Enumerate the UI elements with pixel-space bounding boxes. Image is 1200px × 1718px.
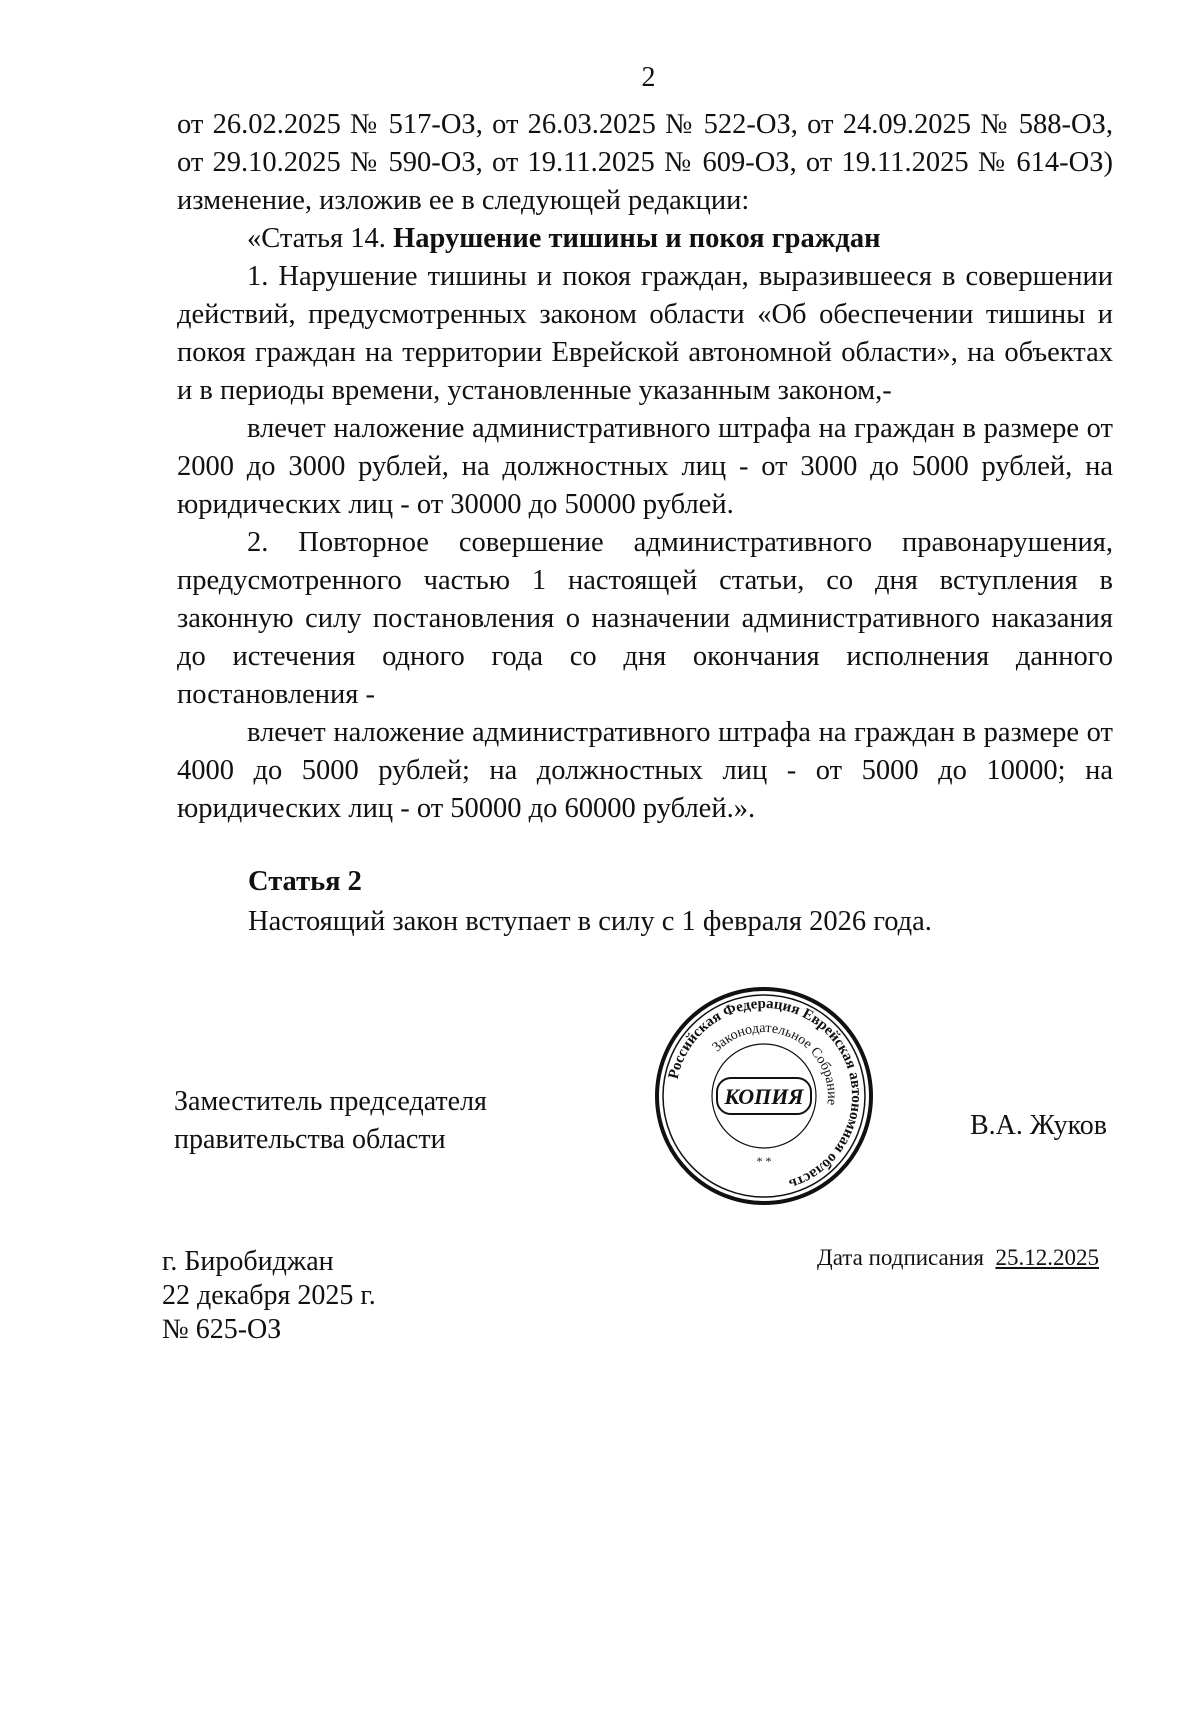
paragraph-part-1: 1. Нарушение тишины и покоя граждан, выразившееся в совершении действий, предусмотренных законом области «Об обеспечении тишины и покоя граждан на территории Еврейской автономной области», на объектах и в периоды времени, установленные указанным законом,- <box>177 261 1113 406</box>
paragraph-sanction-1: влечет наложение административного штрафа на граждан в размере от 2000 до 3000 рублей, на должностных лиц - от 3000 до 5000 рублей, на юридических лиц - от 30000 до 50000 рублей. <box>177 413 1113 520</box>
position-line-1: Заместитель председателя <box>174 1086 487 1117</box>
signing-date-label: Дата подписания <box>817 1245 984 1270</box>
article-2-title: Статья 2 <box>248 866 362 897</box>
paragraph-intro: от 26.02.2025 № 517-ОЗ, от 26.03.2025 № 522-ОЗ, от 24.09.2025 № 588-ОЗ, от 29.10.2025 № 590-ОЗ, от 19.11.2025 № 609-ОЗ, от 19.11.2025 № 614-ОЗ) изменение, изложив ее в следующей редакции: <box>177 109 1113 216</box>
article-14-heading <box>177 220 1113 258</box>
signing-date-value: 25.12.2025 <box>995 1245 1099 1270</box>
signatory-position <box>174 1083 487 1159</box>
seal-outer-text: Российская Федерация Еврейская автономная область <box>665 995 865 1193</box>
signing-date <box>817 1245 1099 1271</box>
paragraph-sanction-2: влечет наложение административного штрафа на граждан в размере от 4000 до 5000 рублей; на должностных лиц - от 5000 до 10000; на юридических лиц - от 50000 до 60000 рублей.». <box>177 717 1113 824</box>
law-number: № 625-ОЗ <box>162 1314 282 1345</box>
signatory-name: В.А. Жуков <box>970 1110 1108 1141</box>
article-14-prefix: «Статья 14. <box>247 223 394 254</box>
seal-copy-text: КОПИЯ <box>724 1084 804 1109</box>
article-2-text: Настоящий закон вступает в силу с 1 февраля 2026 года. <box>248 906 932 937</box>
official-seal-stamp <box>653 985 875 1207</box>
document-footer-details <box>162 1245 376 1347</box>
seal-star-icon: * * <box>756 1154 772 1168</box>
document-body <box>177 106 1113 828</box>
adoption-date: 22 декабря 2025 г. <box>162 1280 376 1311</box>
article-14-title: Нарушение тишины и покоя граждан <box>393 223 881 254</box>
city: г. Биробиджан <box>162 1246 334 1277</box>
page-number: 2 <box>641 62 656 93</box>
position-line-2: правительства области <box>174 1124 446 1155</box>
paragraph-part-2: 2. Повторное совершение административного правонарушения, предусмотренного частью 1 настоящей статьи, со дня вступления в законную силу постановления о назначении административного наказания до истечения одного года со дня окончания исполнения данного постановления - <box>177 527 1113 710</box>
seal-inner-text: Законодательное Собрание <box>709 1020 840 1106</box>
